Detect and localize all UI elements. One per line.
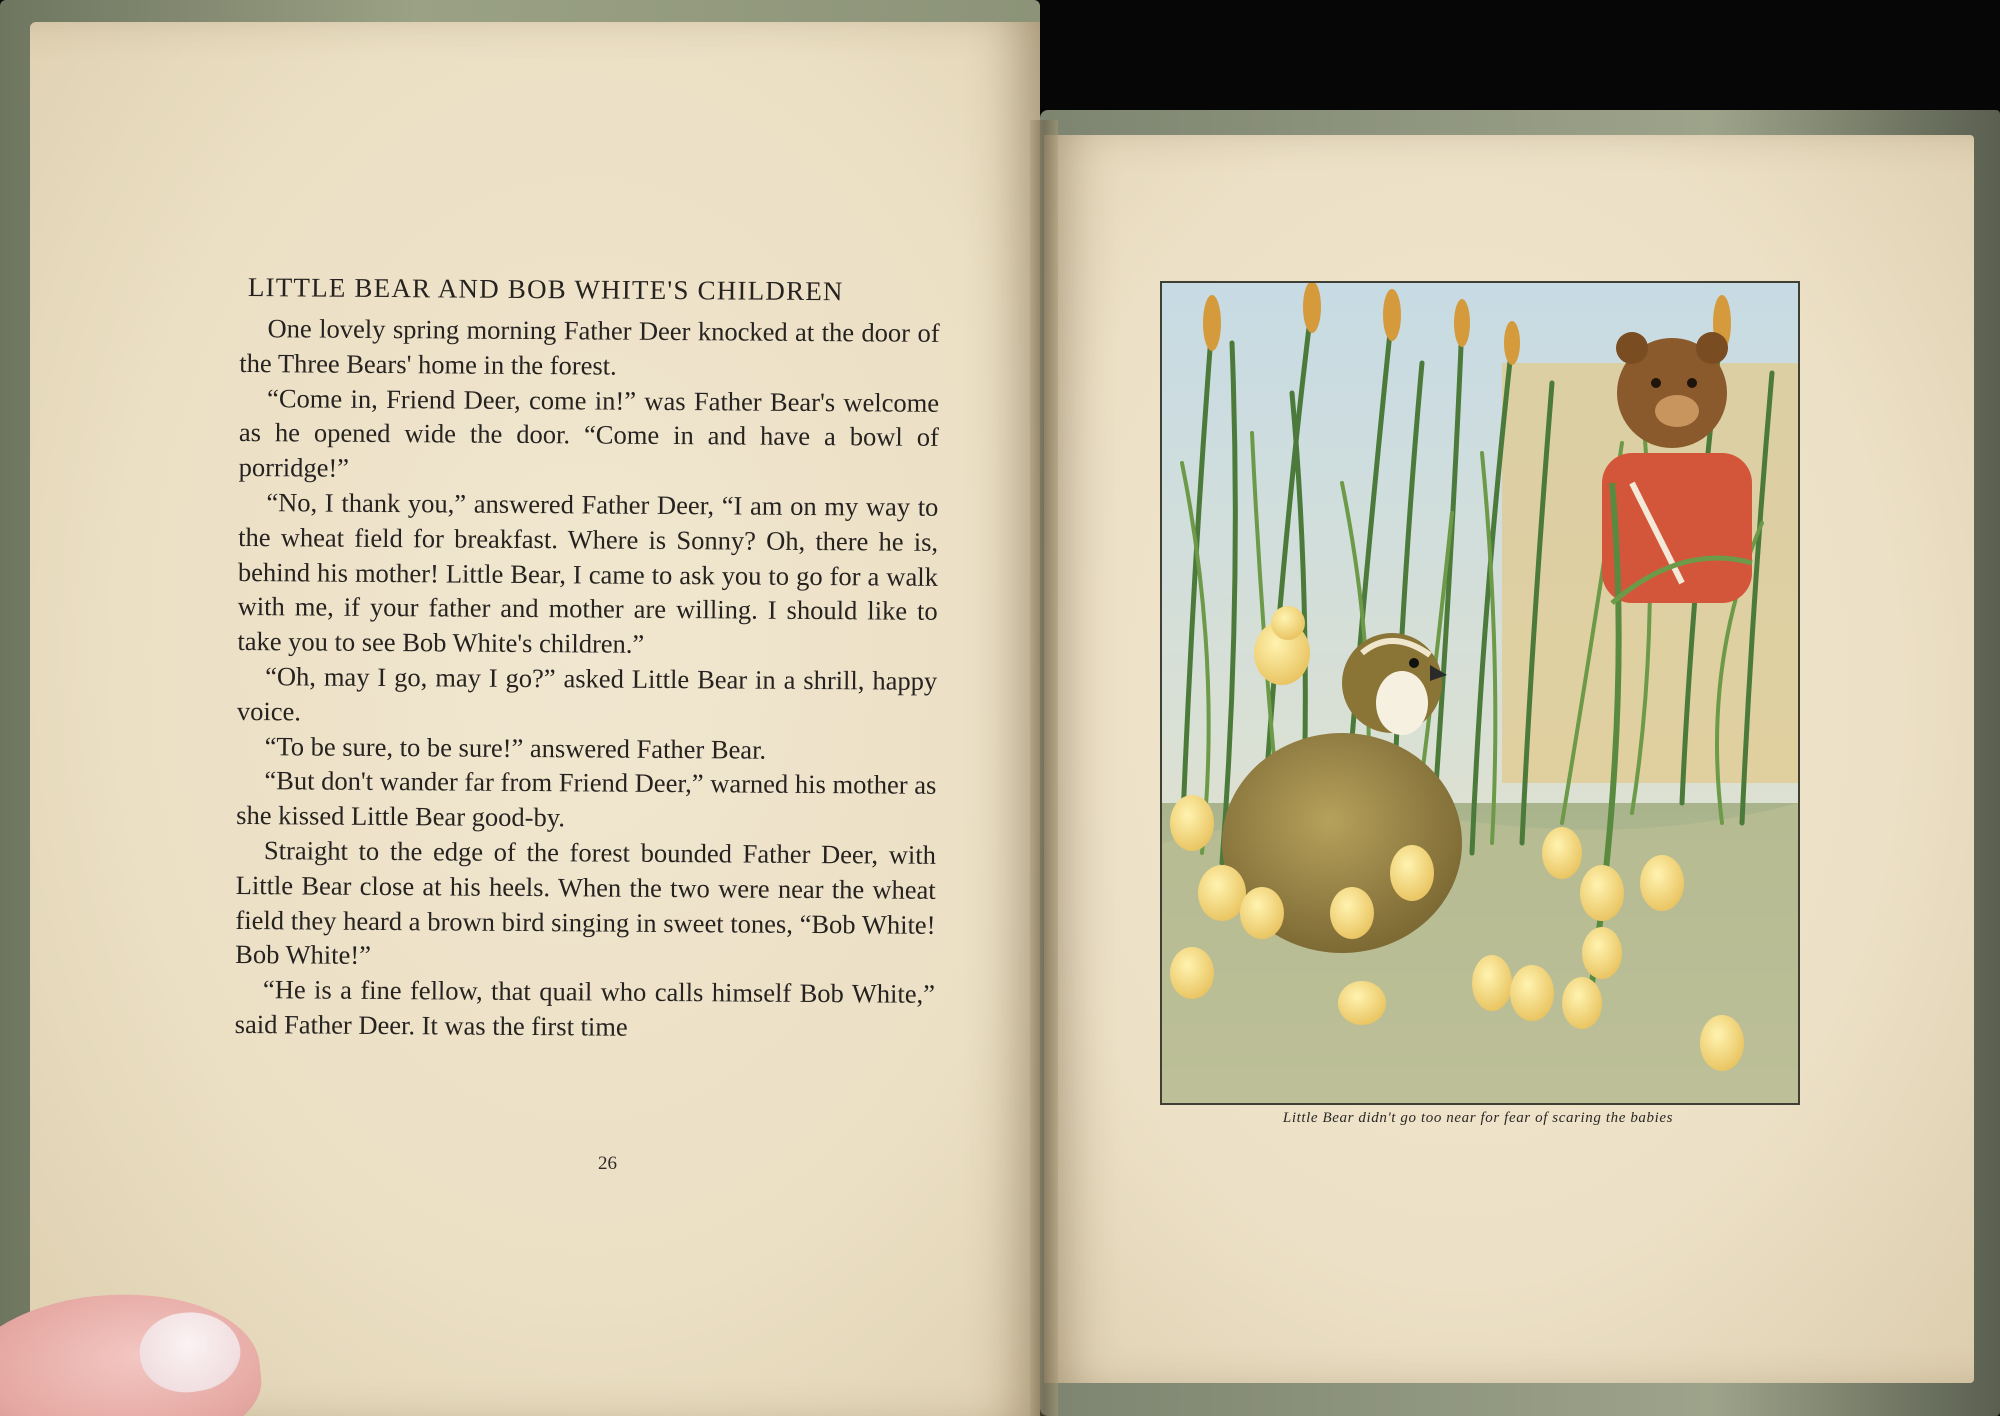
- paragraph: “To be sure, to be sure!” answered Father Bear.: [264, 730, 767, 765]
- illustration-caption: Little Bear didn't go too near for fear of scaring the babies: [1282, 1110, 1674, 1126]
- page-number: 26: [598, 1153, 617, 1174]
- paragraph: One lovely spring morning Father Deer knocked at the door of the Three Bears' home in the forest.: [239, 313, 940, 381]
- paragraph: “Oh, may I go, may I go?” asked Little Bear in a shrill, happy voice.: [236, 661, 938, 727]
- paragraph: “Come in, Friend Deer, come in!” was Father Bear's welcome as he opened wide the door. “Come in and have a bowl of porridge!”: [238, 382, 940, 483]
- book-gutter: [1030, 120, 1058, 1416]
- quail-and-bear-illustration: [1162, 283, 1798, 1103]
- chapter-title: LITTLE BEAR AND BOB WHITE'S CHILDREN: [247, 272, 844, 307]
- illustration: [1160, 281, 1800, 1105]
- paragraph: Straight to the edge of the forest bounded Father Deer, with Little Bear close at his heels. When the two were near the wheat field they heard a brown bird singing in sweet tones, “Bob White! Bob White!”: [235, 835, 937, 971]
- story-text: [235, 272, 940, 1047]
- paragraph: “No, I thank you,” answered Father Deer, “I am on my way to the wheat field for breakfast. Where is Sonny? Oh, there he is, behind his mother! Little Bear, I came to ask you to go for a walk with me, if your father and mother are willing. I should like to take you to see Bob White's children.”: [237, 487, 939, 660]
- paragraph: “He is a fine fellow, that quail who calls himself Bob White,” said Father Deer. It was the first time: [234, 974, 936, 1042]
- paragraph: “But don't wander far from Friend Deer,” warned his mother as she kissed Little Bear good-by.: [236, 765, 937, 833]
